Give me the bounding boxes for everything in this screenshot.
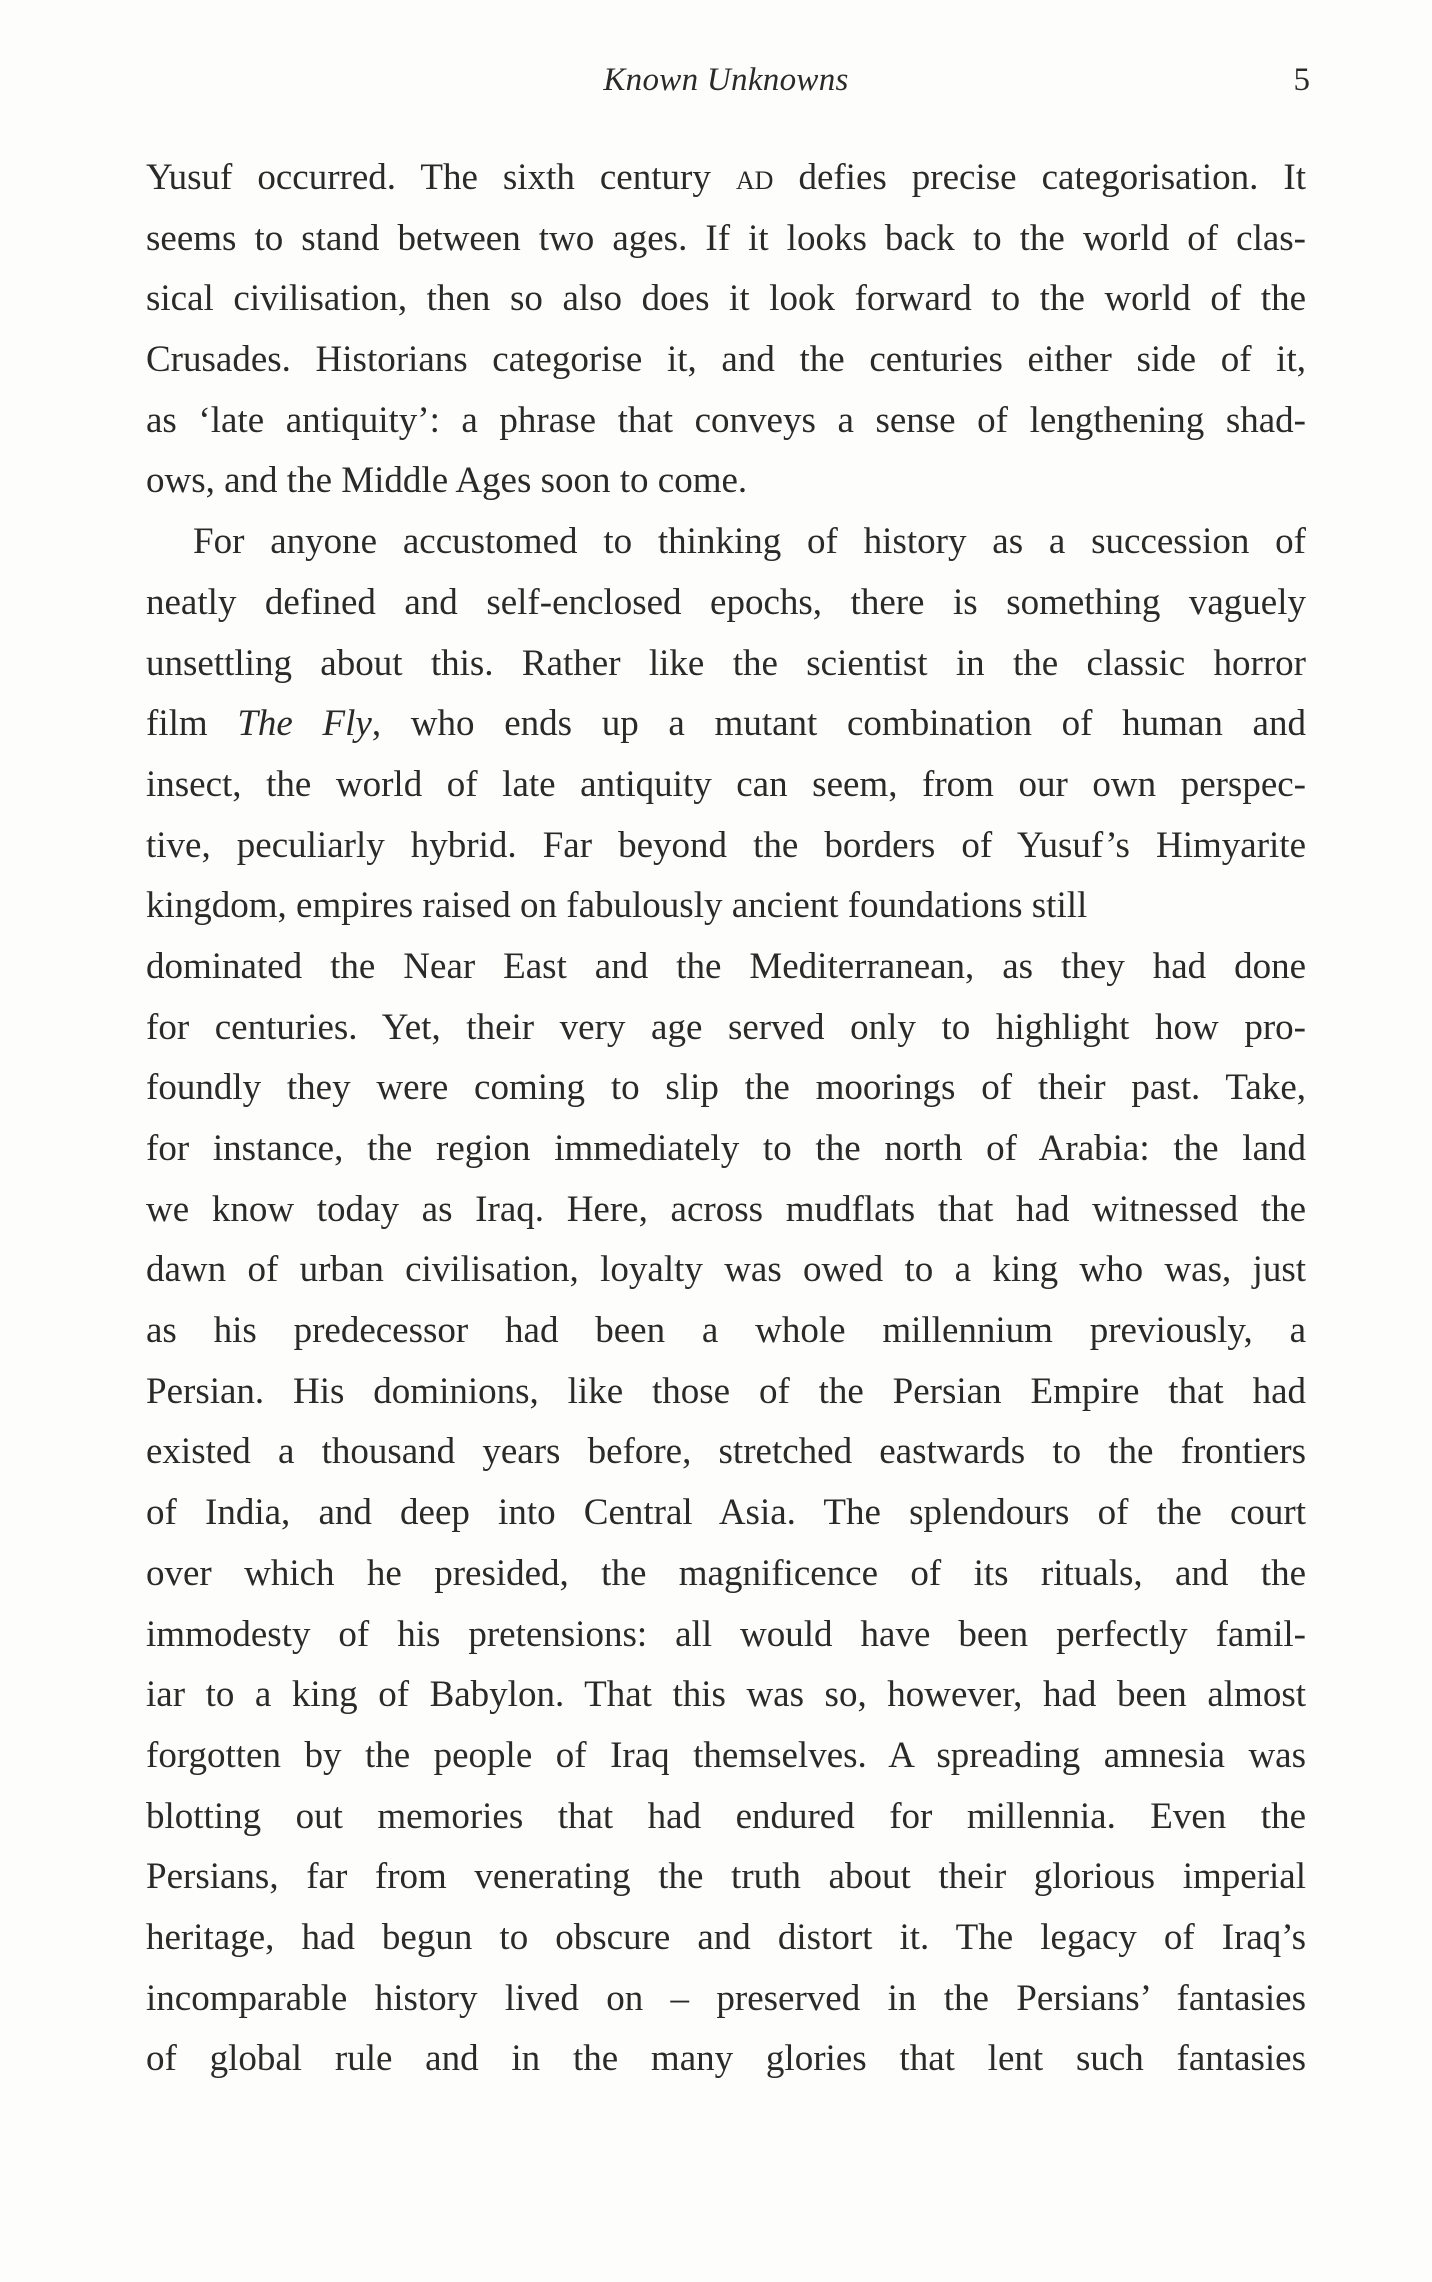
text-run: , who ends up a mutant combination of human and [371,703,1306,745]
text-run: Yusuf occurred. The sixth century [146,157,736,198]
text-line: dominated the Near East and the Mediterranean, as they had done [146,945,1306,987]
text-line: tive, peculiarly hybrid. Far beyond the borders of Yusuf’s Himyarite [146,824,1306,866]
text-line: Crusades. Historians categorise it, and the centuries either side of it, [146,339,1306,381]
running-title: Known Unknowns [603,62,849,98]
text-line: as his predecessor had been a whole millennium previously, a [146,1310,1306,1352]
text-line: of global rule and in the many glories that lent such fantasies [146,2038,1306,2080]
text-line: for instance, the region immediately to the north of Arabia: the land [146,1128,1306,1169]
text-line: For anyone accustomed to thinking of history as a succession of [193,521,1306,563]
text-line: we know today as Iraq. Here, across mudflats that had witnessed the [146,1188,1306,1230]
running-head [146,62,1310,112]
text-line: heritage, had begun to obscure and distort it. The legacy of Iraq’s [146,1916,1306,1958]
text-line: Persian. His dominions, like those of the Persian Empire that had [146,1370,1306,1412]
text-line: existed a thousand years before, stretched eastwards to the frontiers [146,1431,1306,1473]
text-run: defies precise categorisation. It [773,157,1306,198]
text-line: as ‘late antiquity’: a phrase that conveys a sense of lengthening shad- [146,399,1306,441]
text-line: seems to stand between two ages. If it looks back to the world of clas- [146,217,1306,259]
text-line: immodesty of his pretensions: all would have been perfectly famil- [146,1613,1306,1655]
text-line: of India, and deep into Central Asia. The splendours of the court [146,1492,1306,1534]
text-run: film [146,703,238,745]
text-line: blotting out memories that had endured for millennia. Even the [146,1795,1306,1837]
text-line: incomparable history lived on – preserved in the Persians’ fantasies [146,1977,1306,2019]
text-line: neatly defined and self-enclosed epochs, there is something vaguely [146,581,1306,623]
text-line [146,148,1306,209]
text-line [146,694,1306,755]
text-line: over which he presided, the magnificence of its rituals, and the [146,1552,1306,1594]
text-line: iar to a king of Babylon. That this was so, however, had been almost [146,1674,1306,1716]
text-line: dawn of urban civilisation, loyalty was owed to a king who was, just [146,1249,1306,1291]
text-line: sical civilisation, then so also does it look forward to the world of the [146,278,1306,320]
film-title: The Fly [237,703,372,745]
text-line: for centuries. Yet, their very age served only to highlight how pro- [146,1006,1306,1048]
text-line: kingdom, empires raised on fabulously ancient foundations still [146,885,1088,927]
body-text [146,148,1306,2090]
text-line: unsettling about this. Rather like the scientist in the classic horror [146,642,1306,684]
text-line: Persians, far from venerating the truth about their glorious imperial [146,1856,1306,1898]
page-number: 5 [1293,62,1310,98]
text-line: insect, the world of late antiquity can seem, from our own perspec- [146,763,1306,805]
era-abbreviation: ad [735,157,774,198]
text-line: forgotten by the people of Iraq themselves. A spreading amnesia was [146,1734,1306,1776]
text-line: foundly they were coming to slip the moorings of their past. Take, [146,1067,1306,1109]
text-line: ows, and the Middle Ages soon to come. [146,460,748,502]
